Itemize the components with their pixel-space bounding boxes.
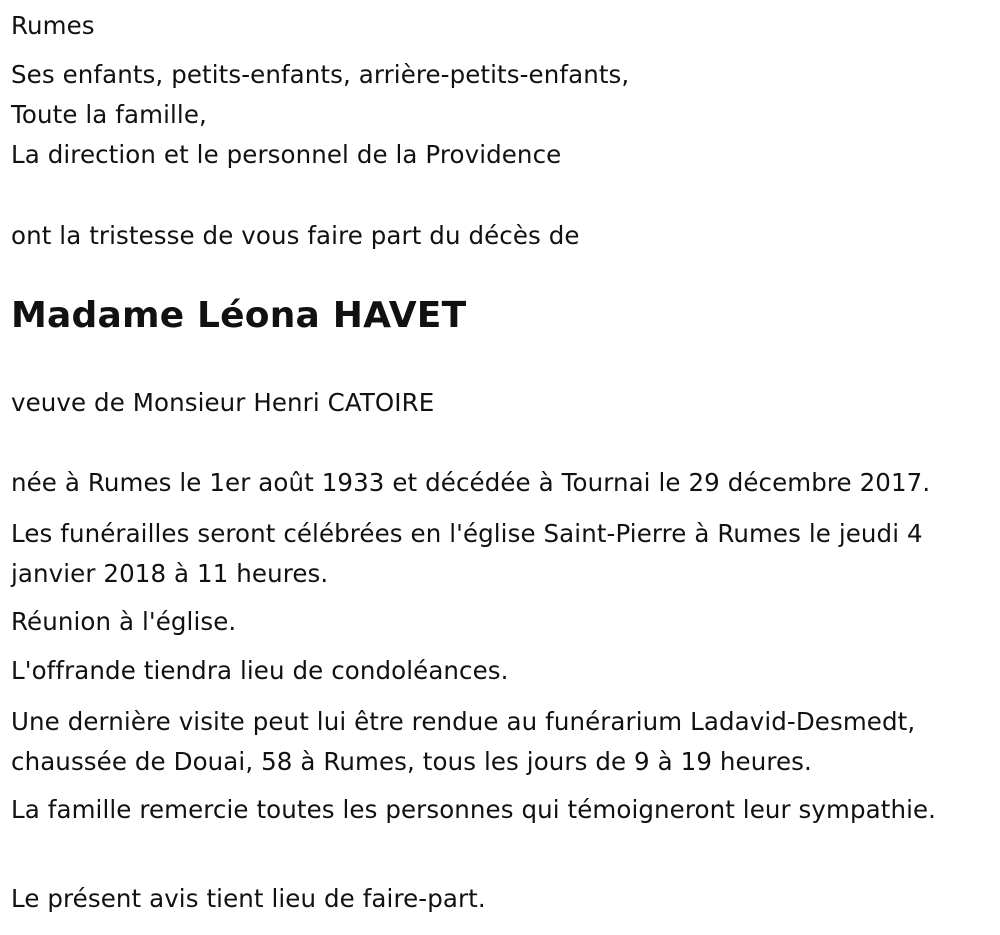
spouse-text: veuve de Monsieur Henri CATOIRE: [11, 388, 435, 417]
announcement-text: ont la tristesse de vous faire part du décès de: [11, 221, 580, 250]
location-text: Rumes: [11, 11, 95, 40]
thanks-text: La famille remercie toutes les personnes qui témoigneront leur sympathie.: [11, 795, 937, 824]
visit-text: Une dernière visite peut lui être rendue au funérarium Ladavid-Desmedt, chaussée de Douai, 58 à Rumes, tous les jours de 9 à 19 heures.: [11, 707, 916, 776]
family-line-2: Toute la famille,: [11, 100, 207, 129]
offering-text: L'offrande tiendra lieu de condoléances.: [11, 656, 509, 685]
funeral-text: Les funérailles seront célébrées en l'église Saint-Pierre à Rumes le jeudi 4 janvier 2018 à 11 heures.: [11, 519, 923, 588]
deceased-name: Madame Léona HAVET: [11, 295, 467, 336]
meeting-text: Réunion à l'église.: [11, 607, 237, 636]
family-line-1: Ses enfants, petits-enfants, arrière-petits-enfants,: [11, 60, 630, 89]
closing-text: Le présent avis tient lieu de faire-part.: [11, 884, 486, 913]
family-line-3: La direction et le personnel de la Providence: [11, 140, 562, 169]
birth-death-text: née à Rumes le 1er août 1933 et décédée à Tournai le 29 décembre 2017.: [11, 468, 931, 497]
